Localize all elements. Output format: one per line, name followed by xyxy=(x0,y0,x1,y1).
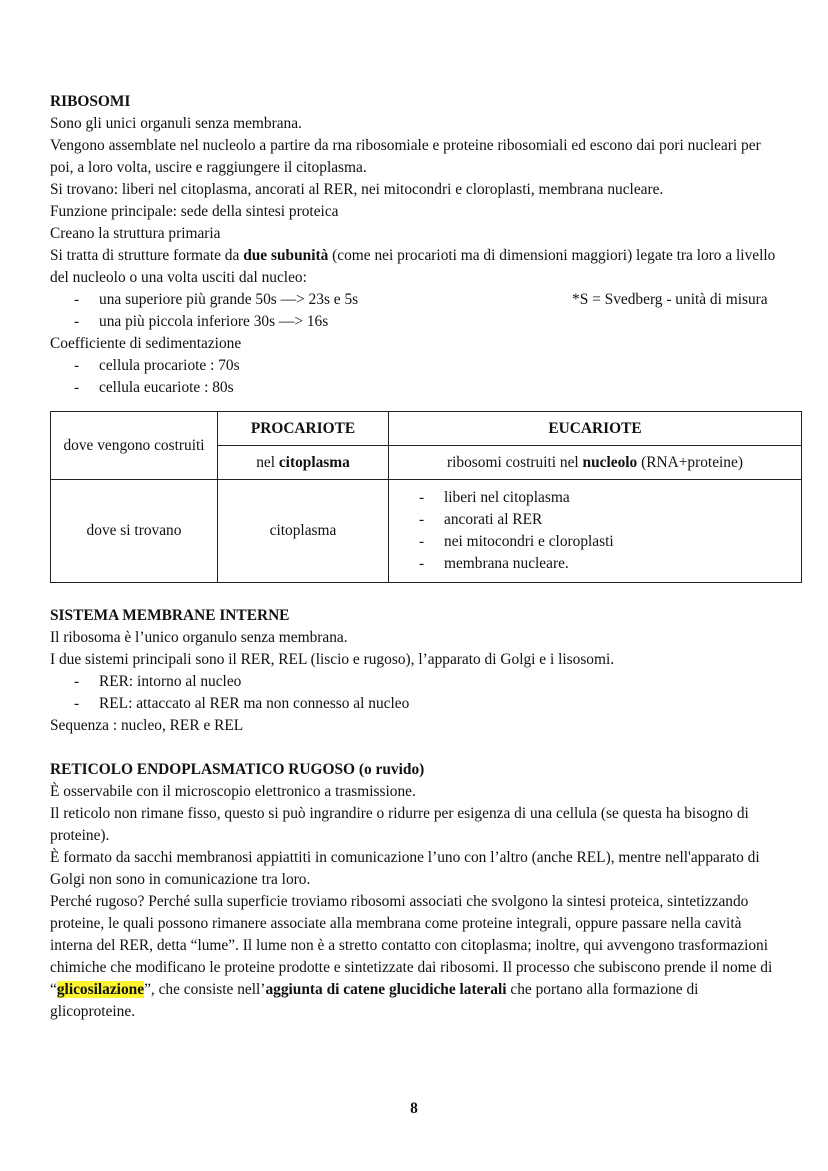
table-row-label: dove si trovano xyxy=(51,480,218,583)
section-title-membrane: SISTEMA MEMBRANE INTERNE xyxy=(50,607,290,624)
table-cell xyxy=(218,446,389,480)
paragraph-subunits xyxy=(50,245,780,289)
list-item: - ancorati al RER xyxy=(389,509,801,531)
list-item: - REL: attaccato al RER ma non connesso al nucleo xyxy=(50,693,780,715)
text-run: Perché rugoso? Perché sulla superficie troviamo ribosomi associati che svolgono la sintesi proteica, sintetizzando proteine, le quali possono rimanere associate alla membrana come proteine integrali, oppure passare nella cavità interna del RER, detta “lume”. Il lume non è a stretto contatto con citoplasma; inoltre, qui avvengono trasformazioni chimiche che modificano le proteine prodotte e sintetizzate dai ribosomi. Il processo che subiscono prende il nome di “ xyxy=(50,893,773,998)
paragraph: Sono gli unici organuli senza membrana. xyxy=(50,115,302,132)
table-cell xyxy=(389,480,802,583)
paragraph: Il ribosoma è l’unico organulo senza membrana. xyxy=(50,629,348,646)
text-run: (RNA+proteine) xyxy=(637,453,743,471)
list-item: - cellula eucariote : 80s xyxy=(50,377,780,399)
sedimentation-list xyxy=(50,355,780,399)
membrane-list xyxy=(50,671,780,715)
list-item-text: - una superiore più grande 50s —> 23s e 5s xyxy=(99,291,359,308)
table-row-label: dove vengono costruiti xyxy=(51,412,218,480)
paragraph: Coefficiente di sedimentazione xyxy=(50,335,242,352)
bold-term: nucleolo xyxy=(582,453,638,471)
bold-term: aggiunta di catene glucidiche laterali xyxy=(265,981,507,998)
text-run: (come nei procarioti ma di dimensioni maggiori) legate tra loro a livello del nucleolo o una volta usciti dal nucleo: xyxy=(50,247,776,286)
paragraph: Il reticolo non rimane fisso, questo si può ingrandire o ridurre per esigenza di una cellula (se questa ha bisogno di proteine). xyxy=(50,805,749,844)
eucariote-location-list xyxy=(389,487,801,575)
list-item: - liberi nel citoplasma xyxy=(389,487,801,509)
paragraph: Funzione principale: sede della sintesi proteica xyxy=(50,203,339,220)
text-run: ”, che consiste nell’ xyxy=(144,981,266,998)
section-title-rer: RETICOLO ENDOPLASMATICO RUGOSO (o ruvido) xyxy=(50,761,425,778)
bold-term: due subunità xyxy=(243,247,329,264)
table-cell xyxy=(389,446,802,480)
svedberg-note: *S = Svedberg - unità di misura xyxy=(572,291,768,308)
paragraph: È formato da sacchi membranosi appiattiti in comunicazione l’uno con l’altro (anche REL), mentre nell'apparato di Golgi non sono in comunicazione tra loro. xyxy=(50,849,760,888)
text-run: ribosomi costruiti nel xyxy=(447,453,583,471)
text-run: Si tratta di strutture formate da xyxy=(50,247,244,264)
document-page xyxy=(50,91,780,1023)
highlighted-term: glicosilazione xyxy=(56,981,145,998)
list-item: - cellula procariote : 70s xyxy=(50,355,780,377)
paragraph: Si trovano: liberi nel citoplasma, ancorati al RER, nei mitocondri e cloroplasti, membrana nucleare. xyxy=(50,181,664,198)
paragraph-rugoso xyxy=(50,891,780,1023)
spacer xyxy=(50,737,780,759)
subunit-list xyxy=(50,289,780,333)
paragraph: Vengono assemblate nel nucleolo a partire da rna ribosomiale e proteine ribosomiali ed escono dai pori nucleari per poi, a loro volta, uscire e raggiungere il citoplasma. xyxy=(50,137,761,176)
section-title-ribosomi: RIBOSOMI xyxy=(50,93,131,110)
list-item: - nei mitocondri e cloroplasti xyxy=(389,531,801,553)
column-header-eucariote: EUCARIOTE xyxy=(389,412,802,446)
paragraph: È osservabile con il microscopio elettronico a trasmissione. xyxy=(50,783,416,800)
paragraph: I due sistemi principali sono il RER, REL (liscio e rugoso), l’apparato di Golgi e i lisosomi. xyxy=(50,651,615,668)
text-run: che portano alla formazione di glicoproteine. xyxy=(50,981,699,1020)
text-run: nel xyxy=(256,453,279,471)
page-number: 8 xyxy=(410,1100,418,1117)
spacer xyxy=(50,583,780,605)
column-header-procariote: PROCARIOTE xyxy=(218,412,389,446)
paragraph: Creano la struttura primaria xyxy=(50,225,221,242)
bold-term: citoplasma xyxy=(278,453,350,471)
paragraph: Sequenza : nucleo, RER e REL xyxy=(50,717,244,734)
list-item xyxy=(50,289,780,311)
list-item: - RER: intorno al nucleo xyxy=(50,671,780,693)
list-item: - una più piccola inferiore 30s —> 16s xyxy=(50,311,780,333)
comparison-table xyxy=(50,411,802,583)
list-item: - membrana nucleare. xyxy=(389,553,801,575)
table-cell: citoplasma xyxy=(218,480,389,583)
